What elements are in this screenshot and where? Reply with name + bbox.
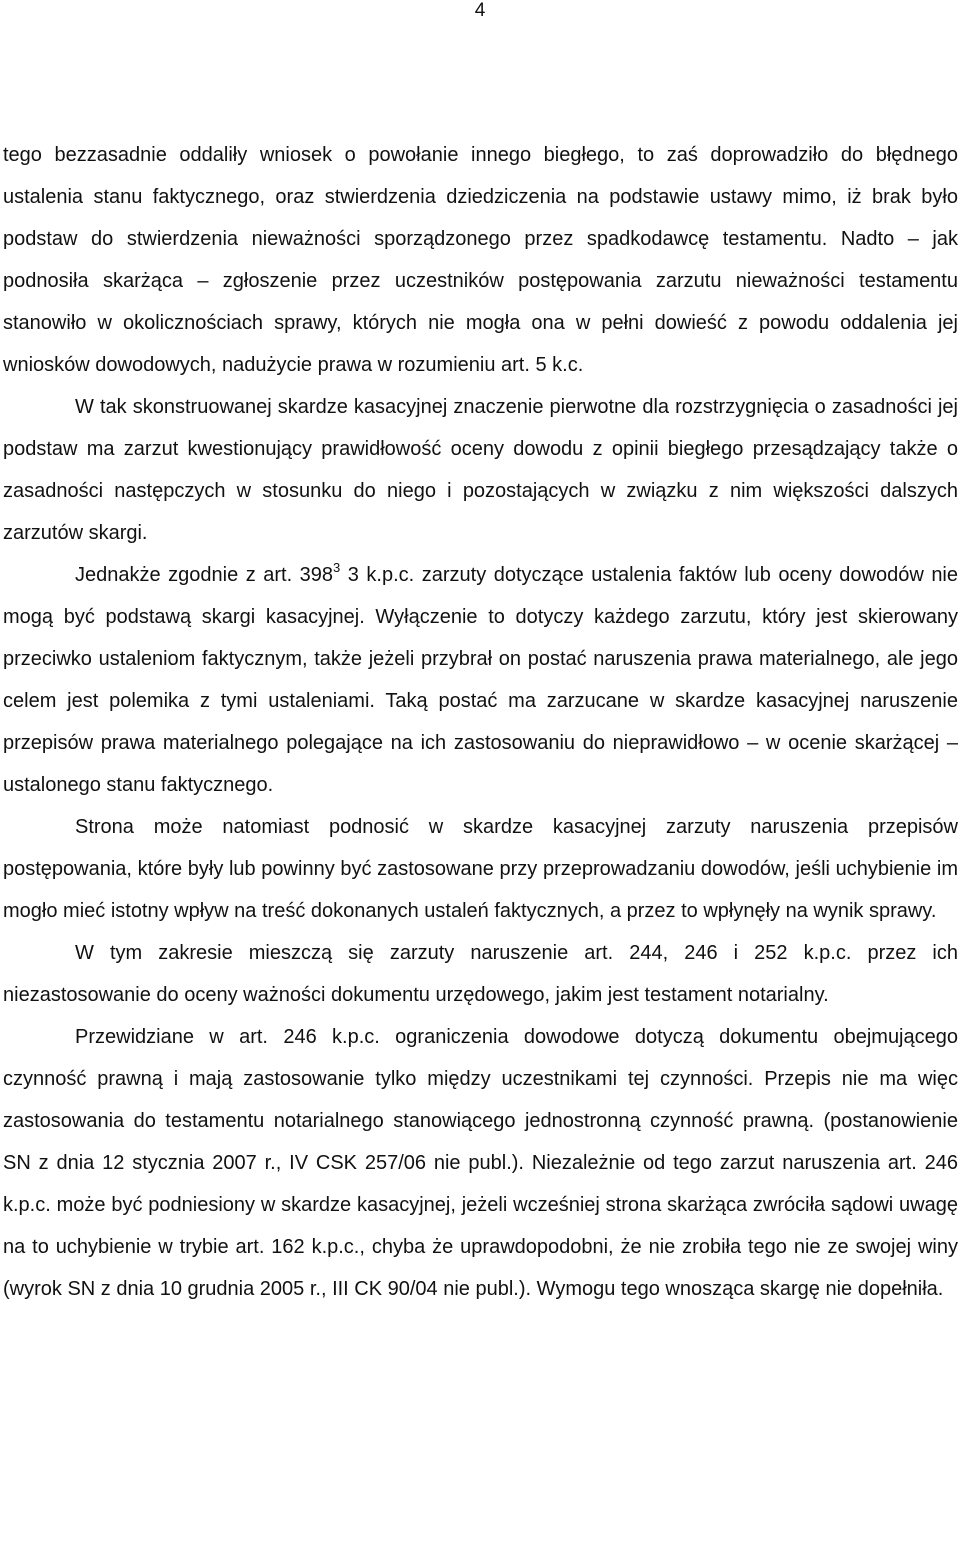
paragraph-4: Strona może natomiast podnosić w skardze kasacyjnej zarzuty naruszenia przepisów postępowania, które były lub powinny być zastosowane przy przeprowadzaniu dowodów, jeśli uchybienie im mogło mieć istotny wpływ na treść dokonanych ustaleń faktycznych, a przez to wpłynęły na wynik sprawy. <box>3 816 958 922</box>
paragraph-3-lead: Jednakże zgodnie z art. 398 <box>75 564 334 586</box>
superscript-3: 3 <box>333 560 341 575</box>
page-number: 4 <box>474 0 486 21</box>
paragraph-6: Przewidziane w art. 246 k.p.c. ograniczenia dowodowe dotyczą dokumentu obejmującego czynność prawną i mają zastosowanie tylko między uczestnikami tej czynności. Przepis nie ma więc zastosowania do testamentu notarialnego stanowiącego jednostronną czynność prawną. (postanowienie SN z dnia 12 stycznia 2007 r., IV CSK 257/06 nie publ.). Niezależnie od tego zarzut naruszenia art. 246 k.p.c. może być podniesiony w skardze kasacyjnej, jeżeli wcześniej strona skarżąca zwróciła sądowi uwagę na to uchybienie w trybie art. 162 k.p.c., chyba że uprawdopodobni, że nie zrobiła tego nie ze swojej winy (wyrok SN z dnia 10 grudnia 2005 r., III CK 90/04 nie publ.). Wymogu tego wnosząca skargę nie dopełniła. <box>3 1026 958 1300</box>
paragraph-3 <box>3 554 958 806</box>
paragraph-5: W tym zakresie mieszczą się zarzuty naruszenie art. 244, 246 i 252 k.p.c. przez ich niezastosowanie do oceny ważności dokumentu urzędowego, jakim jest testament notarialny. <box>3 942 958 1006</box>
paragraph-1: tego bezzasadnie oddaliły wniosek o powołanie innego biegłego, to zaś doprowadziło do błędnego ustalenia stanu faktycznego, oraz stwierdzenia dziedziczenia na podstawie ustawy mimo, iż brak było podstaw do stwierdzenia nieważności sporządzonego przez spadkodawcę testamentu. Nadto – jak podnosiła skarżąca – zgłoszenie przez uczestników postępowania zarzutu nieważności testamentu stanowiło w okolicznościach sprawy, których nie mogła ona w pełni dowieść z powodu oddalenia jej wniosków dowodowych, nadużycie prawa w rozumieniu art. 5 k.c. <box>3 144 958 376</box>
body-text <box>3 134 958 1310</box>
paragraph-2: W tak skonstruowanej skardze kasacyjnej znaczenie pierwotne dla rozstrzygnięcia o zasadności jej podstaw ma zarzut kwestionujący prawidłowość oceny dowodu z opinii biegłego przesądzający także o zasadności następczych w stosunku do niego i pozostających w związku z nim większości dalszych zarzutów skargi. <box>3 396 958 544</box>
paragraph-3-rest: 3 k.p.c. zarzuty dotyczące ustalenia faktów lub oceny dowodów nie mogą być podstawą skargi kasacyjnej. Wyłączenie to dotyczy każdego zarzutu, który jest skierowany przeciwko ustaleniom faktycznym, także jeżeli przybrał on postać naruszenia prawa materialnego, ale jego celem jest polemika z tymi ustaleniami. Taką postać ma zarzucane w skardze kasacyjnej naruszenie przepisów prawa materialnego polegające na ich zastosowaniu do nieprawidłowo – w ocenie skarżącej – ustalonego stanu faktycznego. <box>3 564 959 796</box>
